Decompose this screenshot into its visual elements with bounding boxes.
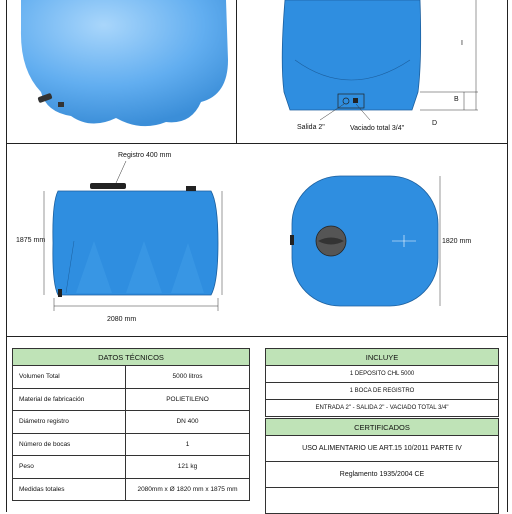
spec-value: 5000 litros [126, 366, 250, 389]
salida-label: Salida 2" [297, 124, 325, 131]
spec-label: Número de bocas [13, 433, 126, 456]
incluye-table [265, 348, 499, 417]
spec-label: Peso [13, 456, 126, 479]
table-row [266, 400, 499, 417]
certificado-item [266, 488, 499, 514]
spec-value: 121 kg [126, 456, 250, 479]
spec-label: Material de fabricación [13, 388, 126, 411]
spec-value: 1 [126, 433, 250, 456]
table-row [266, 436, 499, 462]
incluye-item: 1 DEPOSITO CHL 5000 [266, 366, 499, 383]
dim-b-label: B [454, 96, 459, 103]
table-row [13, 433, 250, 456]
spec-label: Volumen Total [13, 366, 126, 389]
certificado-item: USO ALIMENTARIO UE ART.15 10/2011 PARTE IV [266, 436, 499, 462]
datos-tecnicos-table [12, 348, 250, 501]
height-label: 1875 mm [16, 237, 46, 244]
spec-value: DN 400 [126, 411, 250, 434]
table-row [13, 411, 250, 434]
table-row [266, 488, 499, 514]
spec-value: 2080mm x Ø 1820 mm x 1875 mm [126, 478, 250, 501]
diameter-label: 1820 mm [442, 238, 472, 245]
tank-3d-render [6, 0, 236, 143]
dim-d-label: D [432, 120, 438, 127]
spec-label: Medidas totales [13, 478, 126, 501]
table-row [266, 383, 499, 400]
table-row [13, 388, 250, 411]
divider-vertical-top [236, 0, 237, 143]
dim-i-label: I [461, 40, 463, 47]
certificados-title: CERTIFICADOS [266, 419, 499, 436]
vaciado-label: Vaciado total 3/4" [350, 125, 405, 132]
incluye-item: ENTRADA 2" - SALIDA 2" - VACIADO TOTAL 3/4" [266, 400, 499, 417]
tank-front-view [240, 0, 508, 143]
table-row [13, 478, 250, 501]
table-row [266, 462, 499, 488]
table-row [13, 366, 250, 389]
certificados-table [265, 418, 499, 514]
table-row [266, 366, 499, 383]
spec-value: POLIETILENO [126, 388, 250, 411]
divider-middle [6, 336, 508, 337]
table-row [13, 456, 250, 479]
incluye-title: INCLUYE [266, 349, 499, 366]
incluye-item: 1 BOCA DE REGISTRO [266, 383, 499, 400]
registro-label: Registro 400 mm [118, 152, 172, 159]
spec-label: Diámetro registro [13, 411, 126, 434]
datos-tecnicos-title: DATOS TÉCNICOS [13, 349, 250, 366]
length-label: 2080 mm [107, 316, 137, 323]
certificado-item: Reglamento 1935/2004 CE [266, 462, 499, 488]
